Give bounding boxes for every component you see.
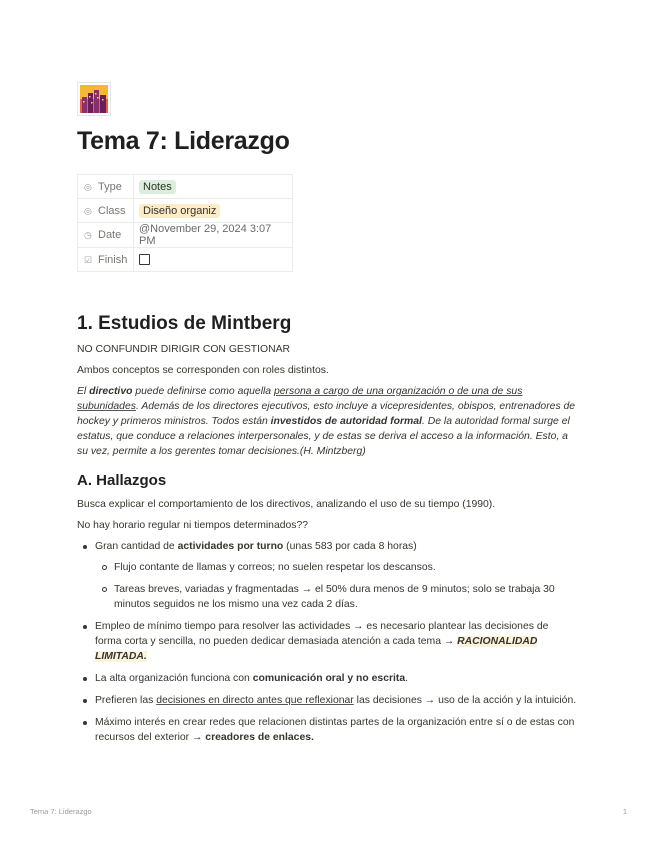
status-icon: ◎ (84, 181, 92, 192)
type-tag[interactable]: Notes (139, 180, 176, 194)
list-item: Gran cantidad de actividades por turno (unas 583 por cada 8 horas) Flujo contante de llamas y correos; no suelen respetar los descansos. Tareas breves, variadas y fragmentadas → el 50% dura menos de 9 minutos; solo se trabaja 30 minutos seguidos ne los mismo una vez cada 2 días. (95, 539, 577, 612)
list-item: La alta organización funciona con comunicación oral y no escrita. (95, 671, 577, 686)
list-item: Tareas breves, variadas y fragmentadas → el 50% dura menos de 9 minutos; solo se trabaja 30 minutos seguidos ne los mismo una vez cada 2 días. (114, 582, 577, 612)
property-label: Finish (98, 253, 128, 266)
property-label: Date (98, 229, 122, 241)
property-value-type[interactable] (134, 175, 293, 199)
checkbox-icon: ☑ (84, 254, 93, 265)
list-item: Prefieren las decisiones en directo antes que reflexionar las decisiones → uso de la acción y la intuición. (95, 695, 577, 706)
sub-list (95, 560, 577, 612)
subsection-heading: A. Hallazgos (77, 472, 167, 489)
property-label: Class (98, 204, 126, 217)
property-key-class (78, 199, 134, 223)
property-row-finish (78, 248, 293, 272)
quote-paragraph: El directivo puede definirse como aquella persona a cargo de una organización o de una de sus subunidades. Además de los directores ejecutivos, esto incluye a vicepresidentes, obispos, entrenadores de hockey y primeros ministros. Todos están investidos de autoridad formal. De la autoridad formal surge el estatus, que conduce a relaciones interpersonales, y de estas se deriva el acceso a la información. Esto, a su vez, permite a los gerentes tomar decisiones.(H. Mintzberg) (77, 386, 576, 457)
select-icon: ◎ (84, 205, 92, 216)
list-item: Flujo contante de llamas y correos; no suelen respetar los descansos. (114, 560, 577, 575)
property-value-class[interactable] (134, 199, 293, 223)
section-heading: 1. Estudios de Mintberg (77, 313, 292, 334)
city-skyline-icon[interactable] (77, 82, 111, 116)
page-title: Tema 7: Liderazgo (77, 127, 290, 155)
property-row-type (78, 175, 293, 199)
paragraph: NO CONFUNDIR DIRIGIR CON GESTIONAR (77, 344, 291, 355)
page-content (77, 82, 577, 752)
property-value-finish (134, 248, 293, 272)
clock-icon: ◷ (84, 230, 92, 240)
property-value-date[interactable]: @November 29, 2024 3:07 PM (134, 223, 293, 248)
paragraph: Ambos conceptos se corresponden con roles distintos. (77, 365, 329, 376)
property-row-date (78, 223, 293, 248)
page-number: 1 (622, 807, 627, 816)
paragraph: No hay horario regular ni tiempos determinados?? (77, 520, 309, 531)
list-item: Empleo de mínimo tiempo para resolver las actividades → es necesario plantear las decisiones de forma corta y sencilla, no pueden dedicar demasiada atención a cada tema → RACIONALIDAD LIMITADA. (95, 619, 577, 664)
findings-list (77, 539, 577, 745)
class-tag[interactable]: Diseño organiz (139, 204, 220, 218)
property-label: Type (98, 180, 122, 193)
property-row-class (78, 199, 293, 223)
highlighted-text: RACIONALIDAD LIMITADA. (95, 636, 538, 662)
property-key-type (78, 175, 134, 199)
property-key-finish (78, 248, 134, 272)
footer-title: Tema 7: Liderazgo (30, 807, 92, 816)
finish-checkbox[interactable] (139, 254, 150, 265)
properties-table (77, 174, 293, 272)
paragraph: Busca explicar el comportamiento de los directivos, analizando el uso de su tiempo (1990). (77, 499, 496, 510)
property-key-date (78, 223, 134, 248)
page-footer (30, 807, 627, 816)
list-item: Máximo interés en crear redes que relacionen distintas partes de la organización entre sí o de estas con recursos del exterior → creadores de enlaces. (95, 715, 577, 745)
